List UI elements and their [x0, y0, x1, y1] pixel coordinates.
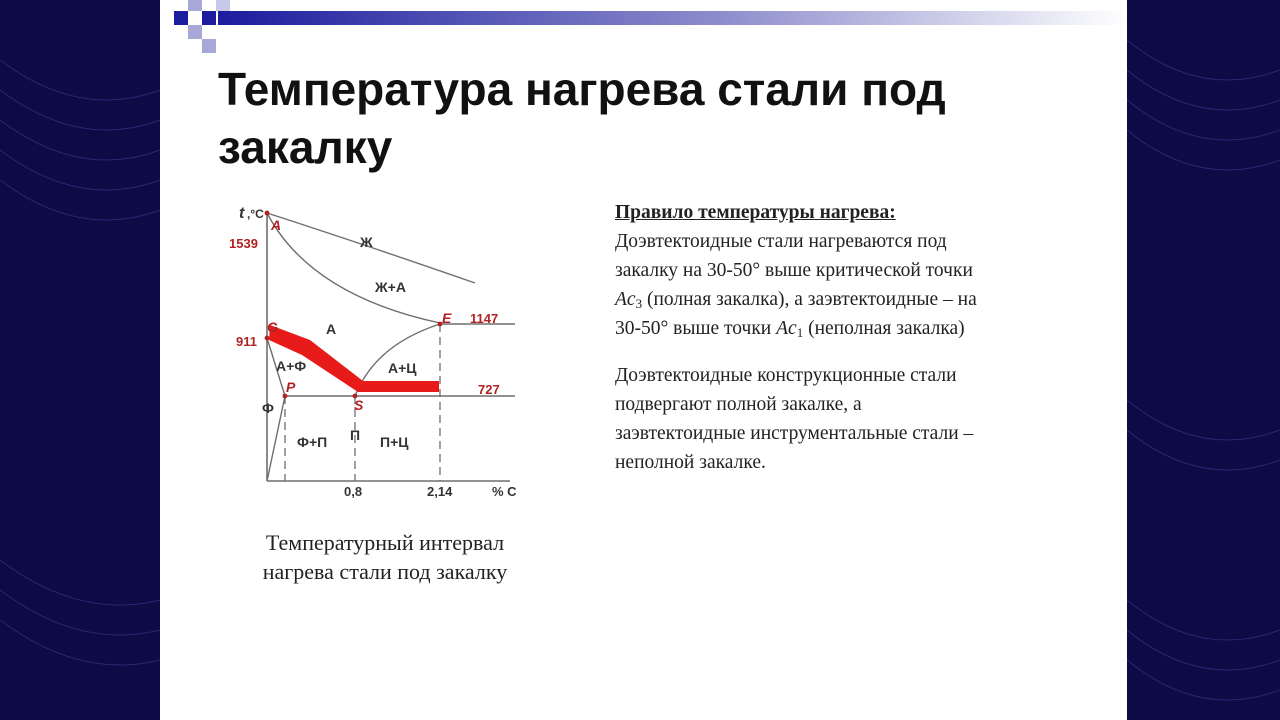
region-liquid-austenite: Ж+А: [375, 279, 406, 295]
region-pearlite: П: [350, 427, 361, 443]
region-liquid: Ж: [360, 234, 373, 250]
slide-title: [218, 60, 1098, 176]
x-axis-unit-label: % C: [492, 484, 517, 499]
y-axis-label-t: t: [239, 205, 245, 222]
p1-line-2: закалку на 30-50° выше критической точки: [615, 260, 973, 281]
region-ferrite: Ф: [262, 400, 274, 416]
region-pearlite-cementite: П+Ц: [380, 434, 409, 450]
ac3-subscript: 3: [635, 296, 643, 311]
p2-line-2: подвергают полной закалке, а: [615, 394, 862, 415]
decorative-header-bar: [160, 0, 1127, 60]
point-p-label: P: [286, 379, 296, 395]
title-line-2: закалку: [218, 121, 393, 173]
point-a-marker: [265, 211, 270, 216]
slide: [160, 0, 1127, 720]
temp-911: 911: [236, 334, 257, 349]
p1-line-1: Доэвтектоидные стали нагреваются под: [615, 231, 947, 252]
point-s-label: S: [354, 397, 364, 413]
p2-line-1: Доэвтектоидные конструкционные стали: [615, 365, 957, 386]
point-g-label: G: [267, 319, 278, 335]
temp-727: 727: [478, 382, 500, 397]
ac3-symbol: Ac: [615, 289, 636, 310]
caption-line-2: нагрева стали под закалку: [262, 559, 508, 584]
caption-line-1: Температурный интервал: [265, 530, 505, 555]
rules-text-block: [615, 198, 1085, 491]
temp-1539: 1539: [229, 236, 258, 251]
p2-line-3: заэвтектоидные инструментальные стали –: [615, 423, 974, 444]
p1-line-3-text: (полная закалка), а заэвтектоидные – на: [642, 289, 977, 310]
rules-paragraph-2: [615, 361, 1085, 477]
p1-line-3: [615, 285, 1085, 314]
point-e-label: E: [442, 310, 452, 326]
p1-line-4: [615, 314, 1085, 343]
y-axis-label-unit: ,°C: [247, 207, 264, 221]
region-austenite-cementite: А+Ц: [388, 360, 417, 376]
x-tick-214: 2,14: [427, 484, 453, 499]
p1-line-4-end: (неполная закалка): [803, 318, 965, 339]
ac1-subscript: 1: [796, 325, 804, 340]
p1-line-4-text: 30-50° выше точки: [615, 318, 777, 339]
rules-heading: Правило температуры нагрева:: [615, 202, 896, 223]
rules-paragraph-1: [615, 227, 1085, 343]
solidus-line: [267, 213, 440, 323]
p2-line-4: неполной закалке.: [615, 452, 766, 473]
x-tick-08: 0,8: [344, 484, 363, 499]
region-austenite: А: [326, 321, 337, 337]
region-ferrite-pearlite: Ф+П: [297, 434, 328, 450]
point-g-marker: [265, 336, 270, 341]
title-line-1: Температура нагрева стали под: [218, 63, 946, 115]
region-austenite-ferrite: А+Ф: [276, 358, 307, 374]
temp-1147: 1147: [470, 311, 499, 326]
iron-carbon-phase-diagram: [220, 195, 540, 510]
point-a-label: A: [271, 217, 282, 233]
diagram-caption: [235, 528, 535, 586]
ac1-symbol: Ac: [776, 318, 797, 339]
